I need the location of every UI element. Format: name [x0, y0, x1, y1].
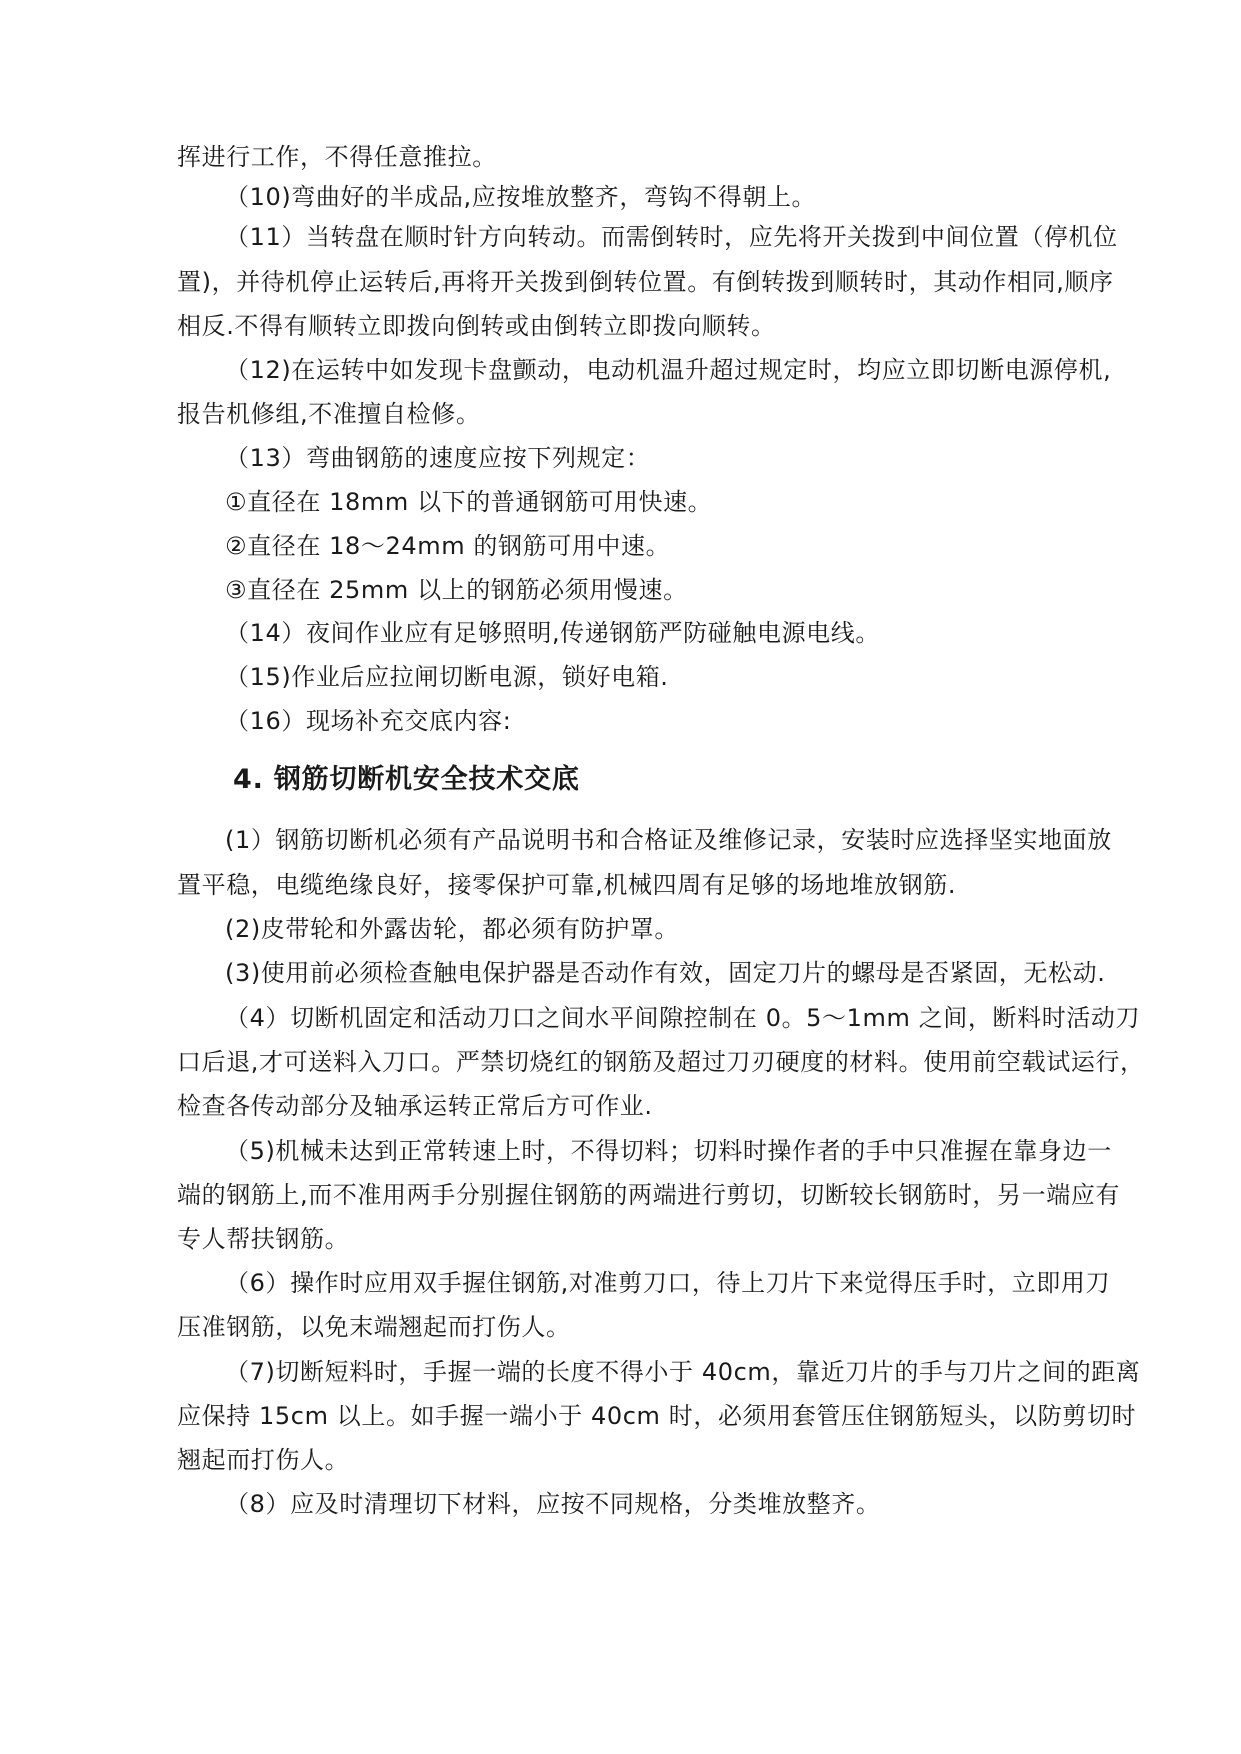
paragraph-line: 应保持 15cm 以上。如手握一端小于 40cm 时，必须用套管压住钢筋短头，以防剪切时 [177, 1402, 1137, 1430]
section-heading: 4. 钢筋切断机安全技术交底 [233, 764, 580, 795]
paragraph-line: 专人帮扶钢筋。 [177, 1225, 350, 1253]
paragraph-line: （7)切断短料时，手握一端的长度不得小于 40cm，靠近刀片的手与刀片之间的距离 [225, 1358, 1141, 1386]
paragraph-line: ③直径在 25mm 以上的钢筋必须用慢速。 [225, 576, 688, 604]
paragraph-line: (3)使用前必须检查触电保护器是否动作有效，固定刀片的螺母是否紧固，无松动. [225, 959, 1106, 987]
paragraph-line: （13）弯曲钢筋的速度应按下列规定： [225, 444, 651, 472]
paragraph-line: 置)，并待机停止运转后,再将开关拨到倒转位置。有倒转拨到顺转时，其动作相同,顺序 [177, 268, 1114, 296]
paragraph-line: （12)在运转中如发现卡盘颤动，电动机温升超过规定时，均应立即切断电源停机, [225, 356, 1112, 384]
paragraph-line: 挥进行工作，不得任意推拉。 [177, 143, 497, 171]
paragraph-line: （11）当转盘在顺时针方向转动。而需倒转时，应先将开关拨到中间位置（停机位 [225, 223, 1118, 251]
paragraph-line: （8）应及时清理切下材料，应按不同规格，分类堆放整齐。 [225, 1490, 881, 1518]
paragraph-line: （6）操作时应用双手握住钢筋,对准剪刀口，待上刀片下来觉得压手时，立即用刀 [225, 1269, 1111, 1297]
paragraph-line: 报告机修组,不准擅自检修。 [177, 400, 481, 428]
paragraph-line: （5)机械未达到正常转速上时，不得切料；切料时操作者的手中只准握在靠身边一 [225, 1137, 1112, 1165]
paragraph-line: 置平稳，电缆绝缘良好，接零保护可靠,机械四周有足够的场地堆放钢筋. [177, 871, 957, 899]
paragraph-line: （4）切断机固定和活动刀口之间水平间隙控制在 0。5～1mm 之间，断料时活动刀 [225, 1004, 1141, 1032]
paragraph-line: (2)皮带轮和外露齿轮，都必须有防护罩。 [225, 915, 679, 943]
paragraph-line: 压准钢筋，以免末端翘起而打伤人。 [177, 1313, 571, 1341]
paragraph-line: (1）钢筋切断机必须有产品说明书和合格证及维修记录，安装时应选择坚实地面放 [225, 826, 1112, 854]
paragraph-line: 相反.不得有顺转立即拨向倒转或由倒转立即拨向顺转。 [177, 312, 776, 340]
paragraph-line: 检查各传动部分及轴承运转正常后方可作业. [177, 1092, 653, 1120]
paragraph-line: （14）夜间作业应有足够照明,传递钢筋严防碰触电源电线。 [225, 619, 880, 647]
paragraph-line: ②直径在 18～24mm 的钢筋可用中速。 [225, 532, 671, 560]
paragraph-line: 端的钢筋上,而不准用两手分别握住钢筋的两端进行剪切，切断较长钢筋时，另一端应有 [177, 1181, 1121, 1209]
paragraph-line: ①直径在 18mm 以下的普通钢筋可用快速。 [225, 488, 713, 516]
paragraph-line: （16）现场补充交底内容: [225, 707, 512, 735]
paragraph-line: 口后退,才可送料入刀口。严禁切烧红的钢筋及超过刀刃硬度的材料。使用前空载试运行， [177, 1048, 1145, 1076]
paragraph-line: （15)作业后应拉闸切断电源，锁好电箱. [225, 663, 669, 691]
paragraph-line: 翘起而打伤人。 [177, 1446, 350, 1474]
paragraph-line: （10)弯曲好的半成品,应按堆放整齐，弯钩不得朝上。 [225, 183, 817, 211]
